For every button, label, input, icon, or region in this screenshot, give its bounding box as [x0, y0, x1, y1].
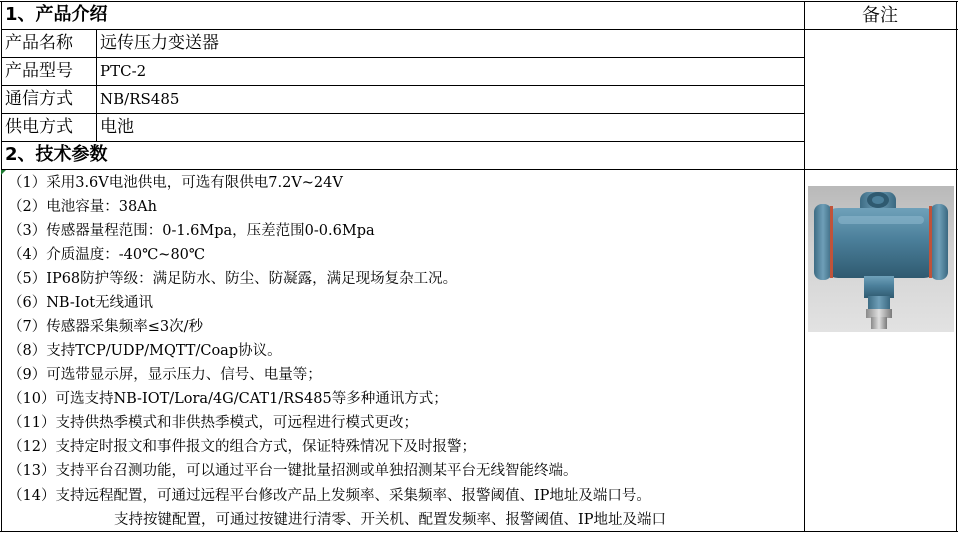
border-left — [1, 1, 2, 532]
spec-item: （12）支持定时报文和事件报文的组合方式，保证特殊情况下及时报警； — [8, 439, 476, 455]
border-bottom — [0, 531, 958, 532]
spec-item: （6）NB-Iot无线通讯 — [8, 295, 154, 311]
value-comm-method: NB/RS485 — [100, 90, 180, 108]
spec-item: （1）采用3.6V电池供电，可选有限供电7.2V~24V — [8, 175, 343, 191]
value-product-name: 远传压力变送器 — [100, 33, 219, 53]
spec-item: （14）支持远程配置，可通过远程平台修改产品上发频率、采集频率、报警阈值、IP地址及端口号。 — [8, 488, 651, 504]
section-1-title: 1、产品介绍 — [5, 4, 108, 25]
spec-item: （4）介质温度：-40℃~80℃ — [8, 247, 206, 263]
border-right — [956, 1, 957, 532]
label-comm-method: 通信方式 — [5, 89, 73, 109]
spec-item-continuation: 支持按键配置，可通过按键进行清零、开关机、配置发频率、报警阈值、IP地址及端口 — [114, 512, 666, 528]
spec-item: （3）传感器量程范围：0-1.6Mpa，压差范围0-0.6Mpa — [8, 223, 375, 239]
label-column-divider — [96, 29, 97, 141]
border-top — [0, 1, 958, 2]
row-line — [1, 113, 805, 114]
spec-item: （13）支持平台召测功能，可以通过平台一键批量招测或单独招测某平台无线智能终端。 — [8, 463, 578, 479]
remark-header: 备注 — [862, 5, 898, 26]
spec-item: （9）可选带显示屏，显示压力、信号、电量等； — [8, 367, 322, 383]
label-product-name: 产品名称 — [5, 33, 73, 53]
section-2-title: 2、技术参数 — [5, 144, 108, 165]
value-power-supply: 电池 — [100, 117, 134, 137]
spec-item: （10）可选支持NB-IOT/Lora/4G/CAT1/RS485等多种通讯方式； — [8, 391, 448, 407]
label-power-supply: 供电方式 — [5, 117, 73, 137]
spec-item: （8）支持TCP/UDP/MQTT/Coap协议。 — [8, 343, 282, 359]
row-line — [1, 85, 805, 86]
row-line — [1, 29, 958, 30]
column-divider-remark — [804, 1, 805, 532]
label-product-model: 产品型号 — [5, 61, 73, 81]
value-product-model: PTC-2 — [100, 62, 147, 80]
spec-item: （5）IP68防护等级：满足防水、防尘、防凝露，满足现场复杂工况。 — [8, 271, 458, 287]
spec-item: （7）传感器采集频率≤3次/秒 — [8, 319, 203, 335]
cell-comment-marker — [1, 170, 6, 175]
row-line — [1, 169, 958, 170]
row-line — [1, 57, 805, 58]
pressure-transmitter-image — [808, 186, 954, 332]
spec-item: （2）电池容量：38Ah — [8, 199, 157, 215]
spec-item: （11）支持供热季模式和非供热季模式，可远程进行模式更改； — [8, 415, 418, 431]
row-line — [1, 141, 805, 142]
product-photo — [808, 186, 954, 332]
